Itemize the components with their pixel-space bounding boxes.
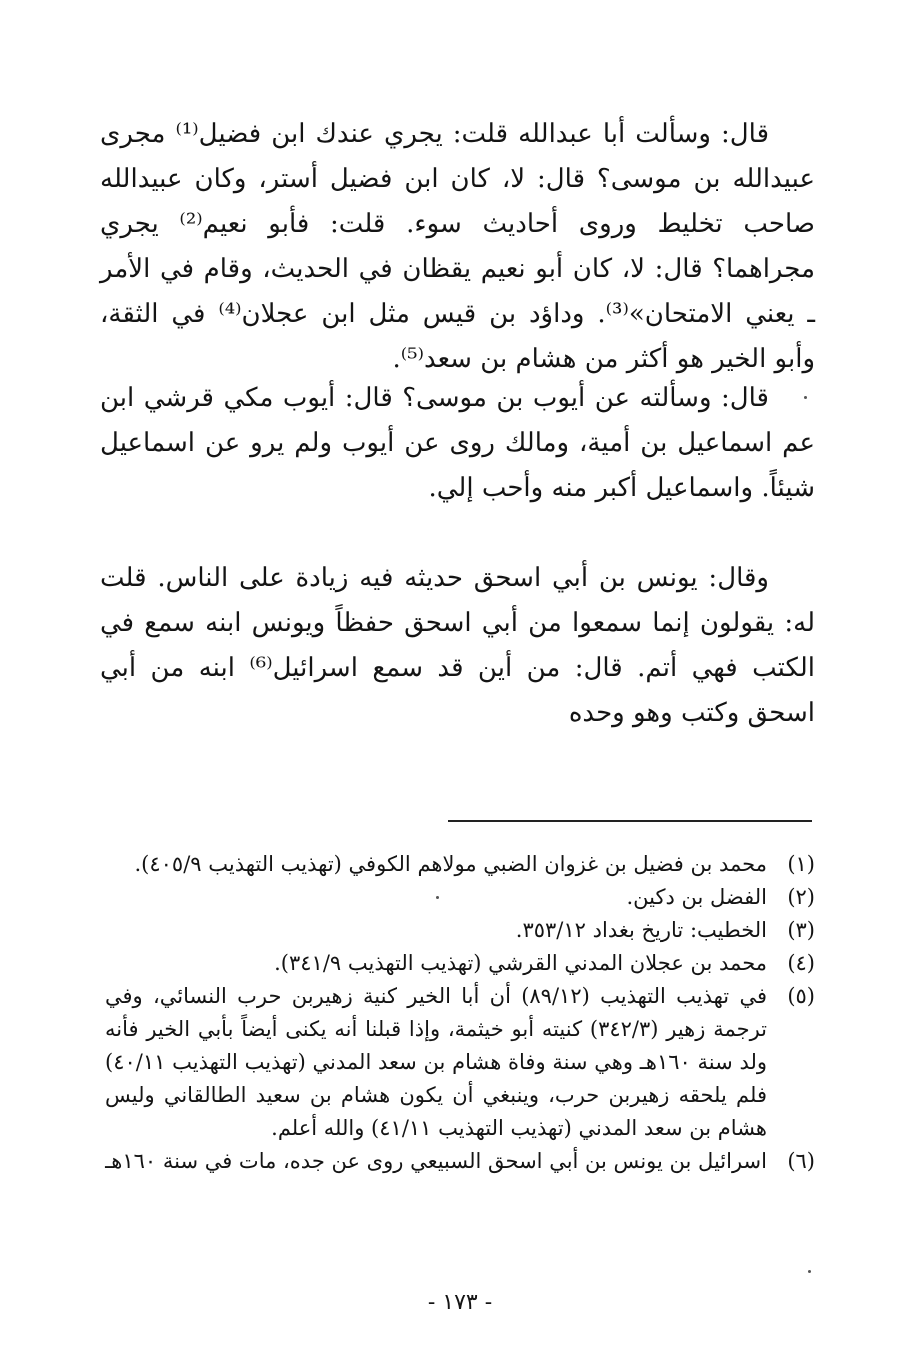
footnote-text: اسرائيل بن يونس بن أبي اسحق السبيعي روى عن جده، مات في سنة ١٦٠هـ (105, 1149, 767, 1173)
paragraph-3-text: وقال: يونس بن أبي اسحق حديثه فيه زيادة على الناس. قلت له: يقولون إنما سمعوا من أبي اسحق حفظاً ويونس ابنه سمع في الكتب فهي أتم. قال: من أين قد سمع اسرائيل⁽⁶⁾ ابنه من أبي اسحق وكتب وهو وحده (100, 563, 815, 728)
footnote-number: (٣) (787, 918, 815, 942)
footnote-separator (448, 820, 812, 822)
footnote-number: (٤) (787, 951, 815, 975)
footnote-number: (٥) (787, 984, 815, 1008)
footnote-number: (١) (787, 852, 815, 876)
footnote-1 (105, 848, 815, 881)
footnote-6 (105, 1145, 815, 1178)
footnote-text: الخطيب: تاريخ بغداد ٣٥٣/١٢. (515, 918, 767, 942)
footnote-text: الفضل بن دكين. (626, 885, 767, 909)
paragraph-2 (100, 376, 815, 511)
print-speck (436, 896, 439, 899)
footnote-5 (105, 980, 815, 1145)
footnotes (105, 848, 815, 1178)
footnote-text: محمد بن فضيل بن غزوان الضبي مولاهم الكوفي (تهذيب التهذيب ٤٠٥/٩). (134, 852, 767, 876)
footnote-text: محمد بن عجلان المدني القرشي (تهذيب التهذيب ٣٤١/٩). (274, 951, 767, 975)
footnote-text: في تهذيب التهذيب (٨٩/١٢) أن أبا الخير كنية زهيربن حرب النسائي، وفي ترجمة زهير (٣٤٢/٣) كنيته أبو خيثمة، وإذا قبلنا أنه يكنى أيضاً بأبي الخير فأنه ولد سنة ١٦٠هـ وهي سنة وفاة هشام بن سعد المدني (تهذيب التهذيب ٤٠/١١) فلم يلحقه زهيربن حرب، وينبغي أن يكون هشام بن سعيد الطالقاني وليس هشام بن سعد المدني (تهذيب التهذيب ٤١/١١) والله أعلم. (105, 984, 768, 1140)
paragraph-1-text: قال: وسألت أبا عبدالله قلت: يجري عندك ابن فضيل⁽¹⁾ مجرى عبيدالله بن موسى؟ قال: لا، كان ابن فضيل أستر، وكان عبيدالله صاحب تخليط وروى أحاديث سوء. قلت: فأبو نعيم⁽²⁾ يجري مجراهما؟ قال: لا، كان أبو نعيم يقظان في الحديث، وقام في الأمر ـ يعني الامتحان»⁽³⁾. وداؤد بن قيس مثل ابن عجلان⁽⁴⁾ في الثقة، وأبو الخير هو أكثر من هشام بن سعد⁽⁵⁾. (100, 119, 816, 374)
footnote-2 (105, 881, 815, 914)
paragraph-1 (100, 112, 815, 382)
paragraph-2-text: قال: وسألته عن أيوب بن موسى؟ قال: أيوب مكي قرشي ابن عم اسماعيل بن أمية، ومالك روى عن أيوب ولم يرو عن اسماعيل شيئاً. واسماعيل أكبر منه وأحب إلي. (100, 383, 815, 503)
footnote-4 (105, 947, 815, 980)
print-speck (808, 1270, 811, 1273)
paragraph-3 (100, 556, 815, 736)
print-speck (804, 396, 807, 399)
footnote-number: (٦) (787, 1149, 815, 1173)
footnote-number: (٢) (787, 885, 815, 909)
footnote-3 (105, 914, 815, 947)
page-number: - ١٧٣ - (427, 1290, 493, 1315)
